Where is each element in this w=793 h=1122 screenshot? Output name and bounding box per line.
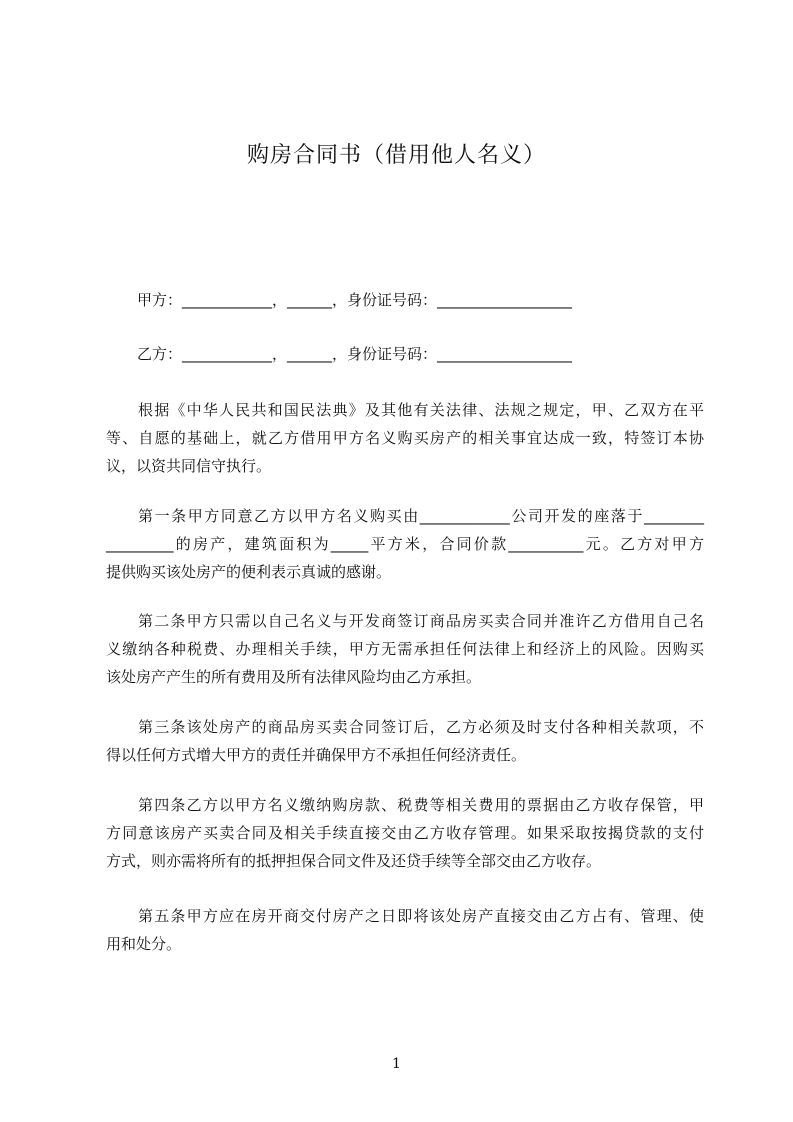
paragraph-line: 等、自愿的基础上，就乙方借用甲方名义购买房产的相关事宜达成一致，特签订本协 (106, 429, 704, 447)
paragraph-line: 第二条甲方只需以自己名义与开发商签订商品房买卖合同并准许乙方借用自己名 (138, 612, 704, 630)
paragraph-line: 提供购买该处房产的便利表示真诚的感谢。 (106, 563, 392, 581)
paragraph-line: 得以任何方式增大甲方的责任并确保甲方不承担任何经济责任。 (106, 746, 527, 764)
preamble-paragraph (106, 396, 704, 480)
paragraph-line: 根据《中华人民共和国民法典》及其他有关法律、法规之规定，甲、乙双方在平 (138, 401, 704, 419)
paragraph-line: 第五条甲方应在房开商交付房产之日即将该处房产直接交由乙方占有、管理、使 (138, 907, 704, 925)
article-5-paragraph (106, 902, 704, 958)
paragraph-line: _________的房产，建筑面积为_____平方米，合同价款__________元。乙方对甲方 (106, 535, 704, 553)
article-3-paragraph (106, 713, 704, 769)
party-a-line: 甲方：____________，______，身份证号码：__________________ (137, 291, 573, 309)
paragraph-line: 第三条该处房产的商品房买卖合同签订后，乙方必须及时支付各种相关款项，不 (138, 718, 704, 736)
paragraph-line: 议，以资共同信守执行。 (106, 457, 272, 475)
paragraph-line: 义缴纳各种税费、办理相关手续，甲方无需承担任何法律上和经济上的风险。因购买 (106, 640, 704, 658)
paragraph-line: 该处房产产生的所有费用及所有法律风险均由乙方承担。 (106, 668, 482, 686)
party-b-line: 乙方：____________，______，身份证号码：__________________ (137, 345, 573, 363)
paragraph-line: 第一条甲方同意乙方以甲方名义购买由____________公司开发的座落于________ (138, 507, 704, 525)
paragraph-line: 方式，则亦需将所有的抵押担保合同文件及还贷手续等全部交由乙方收存。 (106, 852, 602, 870)
document-title: 购房合同书（借用他人名义） (246, 143, 546, 168)
article-2-paragraph (106, 607, 704, 691)
paragraph-line: 第四条乙方以甲方名义缴纳购房款、税费等相关费用的票据由乙方收存保管，甲 (138, 796, 704, 814)
paragraph-line: 用和处分。 (106, 935, 182, 953)
article-1-paragraph (106, 502, 704, 586)
page-number: 1 (392, 1056, 401, 1072)
article-4-paragraph (106, 791, 704, 875)
paragraph-line: 方同意该房产买卖合同及相关手续直接交由乙方收存管理。如果采取按揭贷款的支付 (106, 824, 704, 842)
